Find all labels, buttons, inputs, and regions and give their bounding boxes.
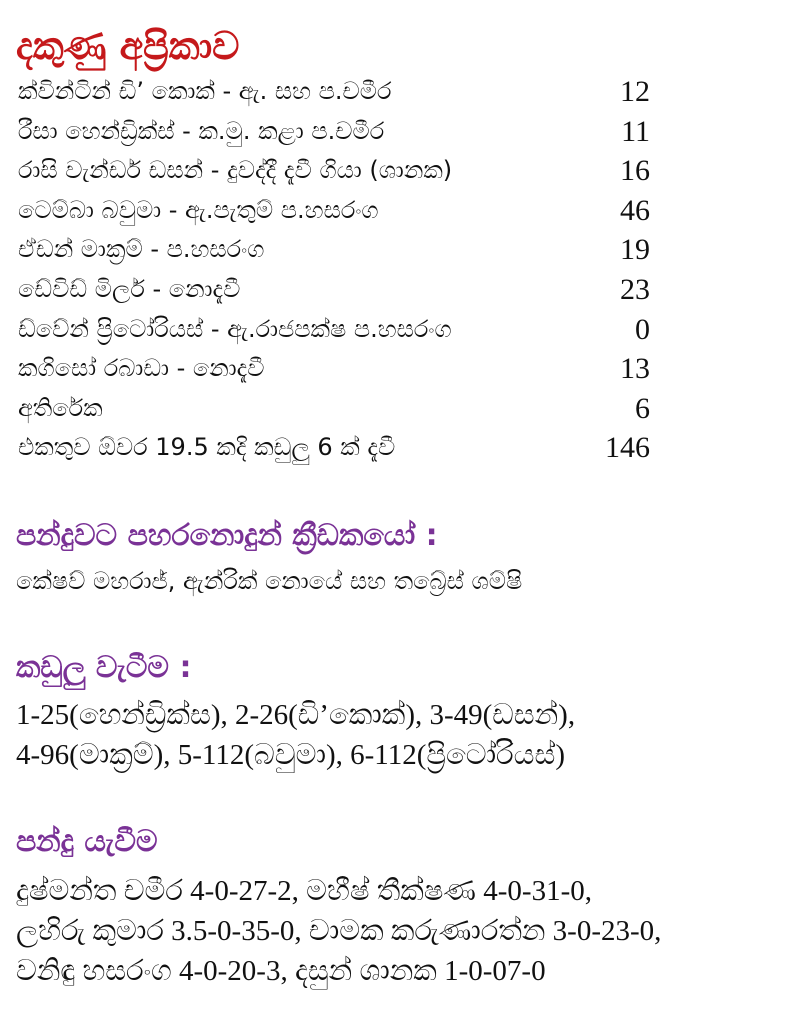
batting-row [18, 270, 678, 310]
batsman-runs: 19 [620, 233, 650, 267]
total-runs: 146 [605, 431, 650, 465]
batsman-runs: 11 [621, 114, 650, 148]
did-not-bat-players: කේෂව් මහරාජ්, ඇන්රික් නොයේ සහ තබ්‍රේස් ශම්ෂි [16, 567, 523, 595]
batsman-dismissal: ඩේවිඩ් මිලර් - නොදැවී [18, 274, 241, 303]
batsman-dismissal: ඩ්වේන් ප්‍රිටෝරියස් - ඇ.රාජපක්ෂ ප.හසරංග [18, 314, 452, 343]
total-row [18, 428, 678, 468]
batsman-dismissal: කගිසෝ රබාඩා - නොදැවී [18, 354, 265, 383]
batsman-dismissal: රාසි වැන්ඩර් ඩසන් - දුවද්දී දැවී ගියා (ශානක) [18, 156, 453, 185]
fall-of-wickets-line: 4-96(මාක්‍රම්), 5-112(බවුමා), 6-112(ප්‍රිටෝරියස්) [16, 739, 566, 771]
batsman-runs: 12 [620, 75, 650, 108]
batting-table [18, 72, 678, 468]
bowling-line: දුෂ්මන්ත චමීර 4-0-27-2, මහීෂ් තීක්ෂණ 4-0-31-0, [16, 875, 592, 907]
bowling-title: පන්දු යැවීම [16, 824, 158, 859]
batting-row [18, 151, 678, 191]
batsman-runs: 0 [635, 312, 650, 346]
batting-row [18, 310, 678, 350]
batsman-dismissal: ඒඩන් මාක්‍රම් - ප.හසරංග [18, 235, 265, 264]
batsman-runs: 23 [620, 272, 650, 306]
batsman-runs: 13 [620, 352, 650, 386]
did-not-bat-title: පන්දුවට පහරනොදුන් ක්‍රීඩකයෝ : [16, 518, 438, 553]
batting-row [18, 349, 678, 389]
bowling-line: වනිඳු හසරංග 4-0-20-3, දසුන් ශානක 1-0-07-0 [16, 955, 546, 987]
batsman-dismissal: ටෙම්බා බවුමා - ඇ.පැතුම් ප.හසරංග [18, 195, 379, 224]
total-label: එකතුව ඕවර 19.5 කදි කඩුලු 6 ක් දැවී [18, 433, 396, 462]
team-title: දකුණු අප්‍රිකාව [16, 24, 240, 68]
batsman-dismissal: රීසා හෙන්ඩ්‍රික්ස් - ක.මු. කළා ප.චමීර [18, 116, 385, 145]
batting-row [18, 72, 678, 112]
batting-row [18, 191, 678, 231]
batting-row [18, 112, 678, 152]
batsman-runs: 16 [620, 154, 650, 188]
extras-row [18, 389, 678, 429]
batsman-dismissal: ක්වින්ටින් ඩි’ කොක් - ඇ. සහ ප.චමීර [18, 77, 392, 105]
fall-of-wickets-line: 1-25(හෙන්ඩ්‍රික්ස), 2-26(ඩි’කොක්), 3-49(ඩසන්), [16, 699, 576, 731]
extras-runs: 6 [635, 391, 650, 425]
bowling-line: ලහිරු කුමාර 3.5-0-35-0, චාමක කරුණාරත්න 3-0-23-0, [16, 915, 662, 947]
batting-row [18, 230, 678, 270]
extras-label: අතිරේක [18, 393, 103, 422]
fall-of-wickets-title: කඩුලු වැටීම : [16, 650, 192, 685]
batsman-runs: 46 [620, 193, 650, 227]
